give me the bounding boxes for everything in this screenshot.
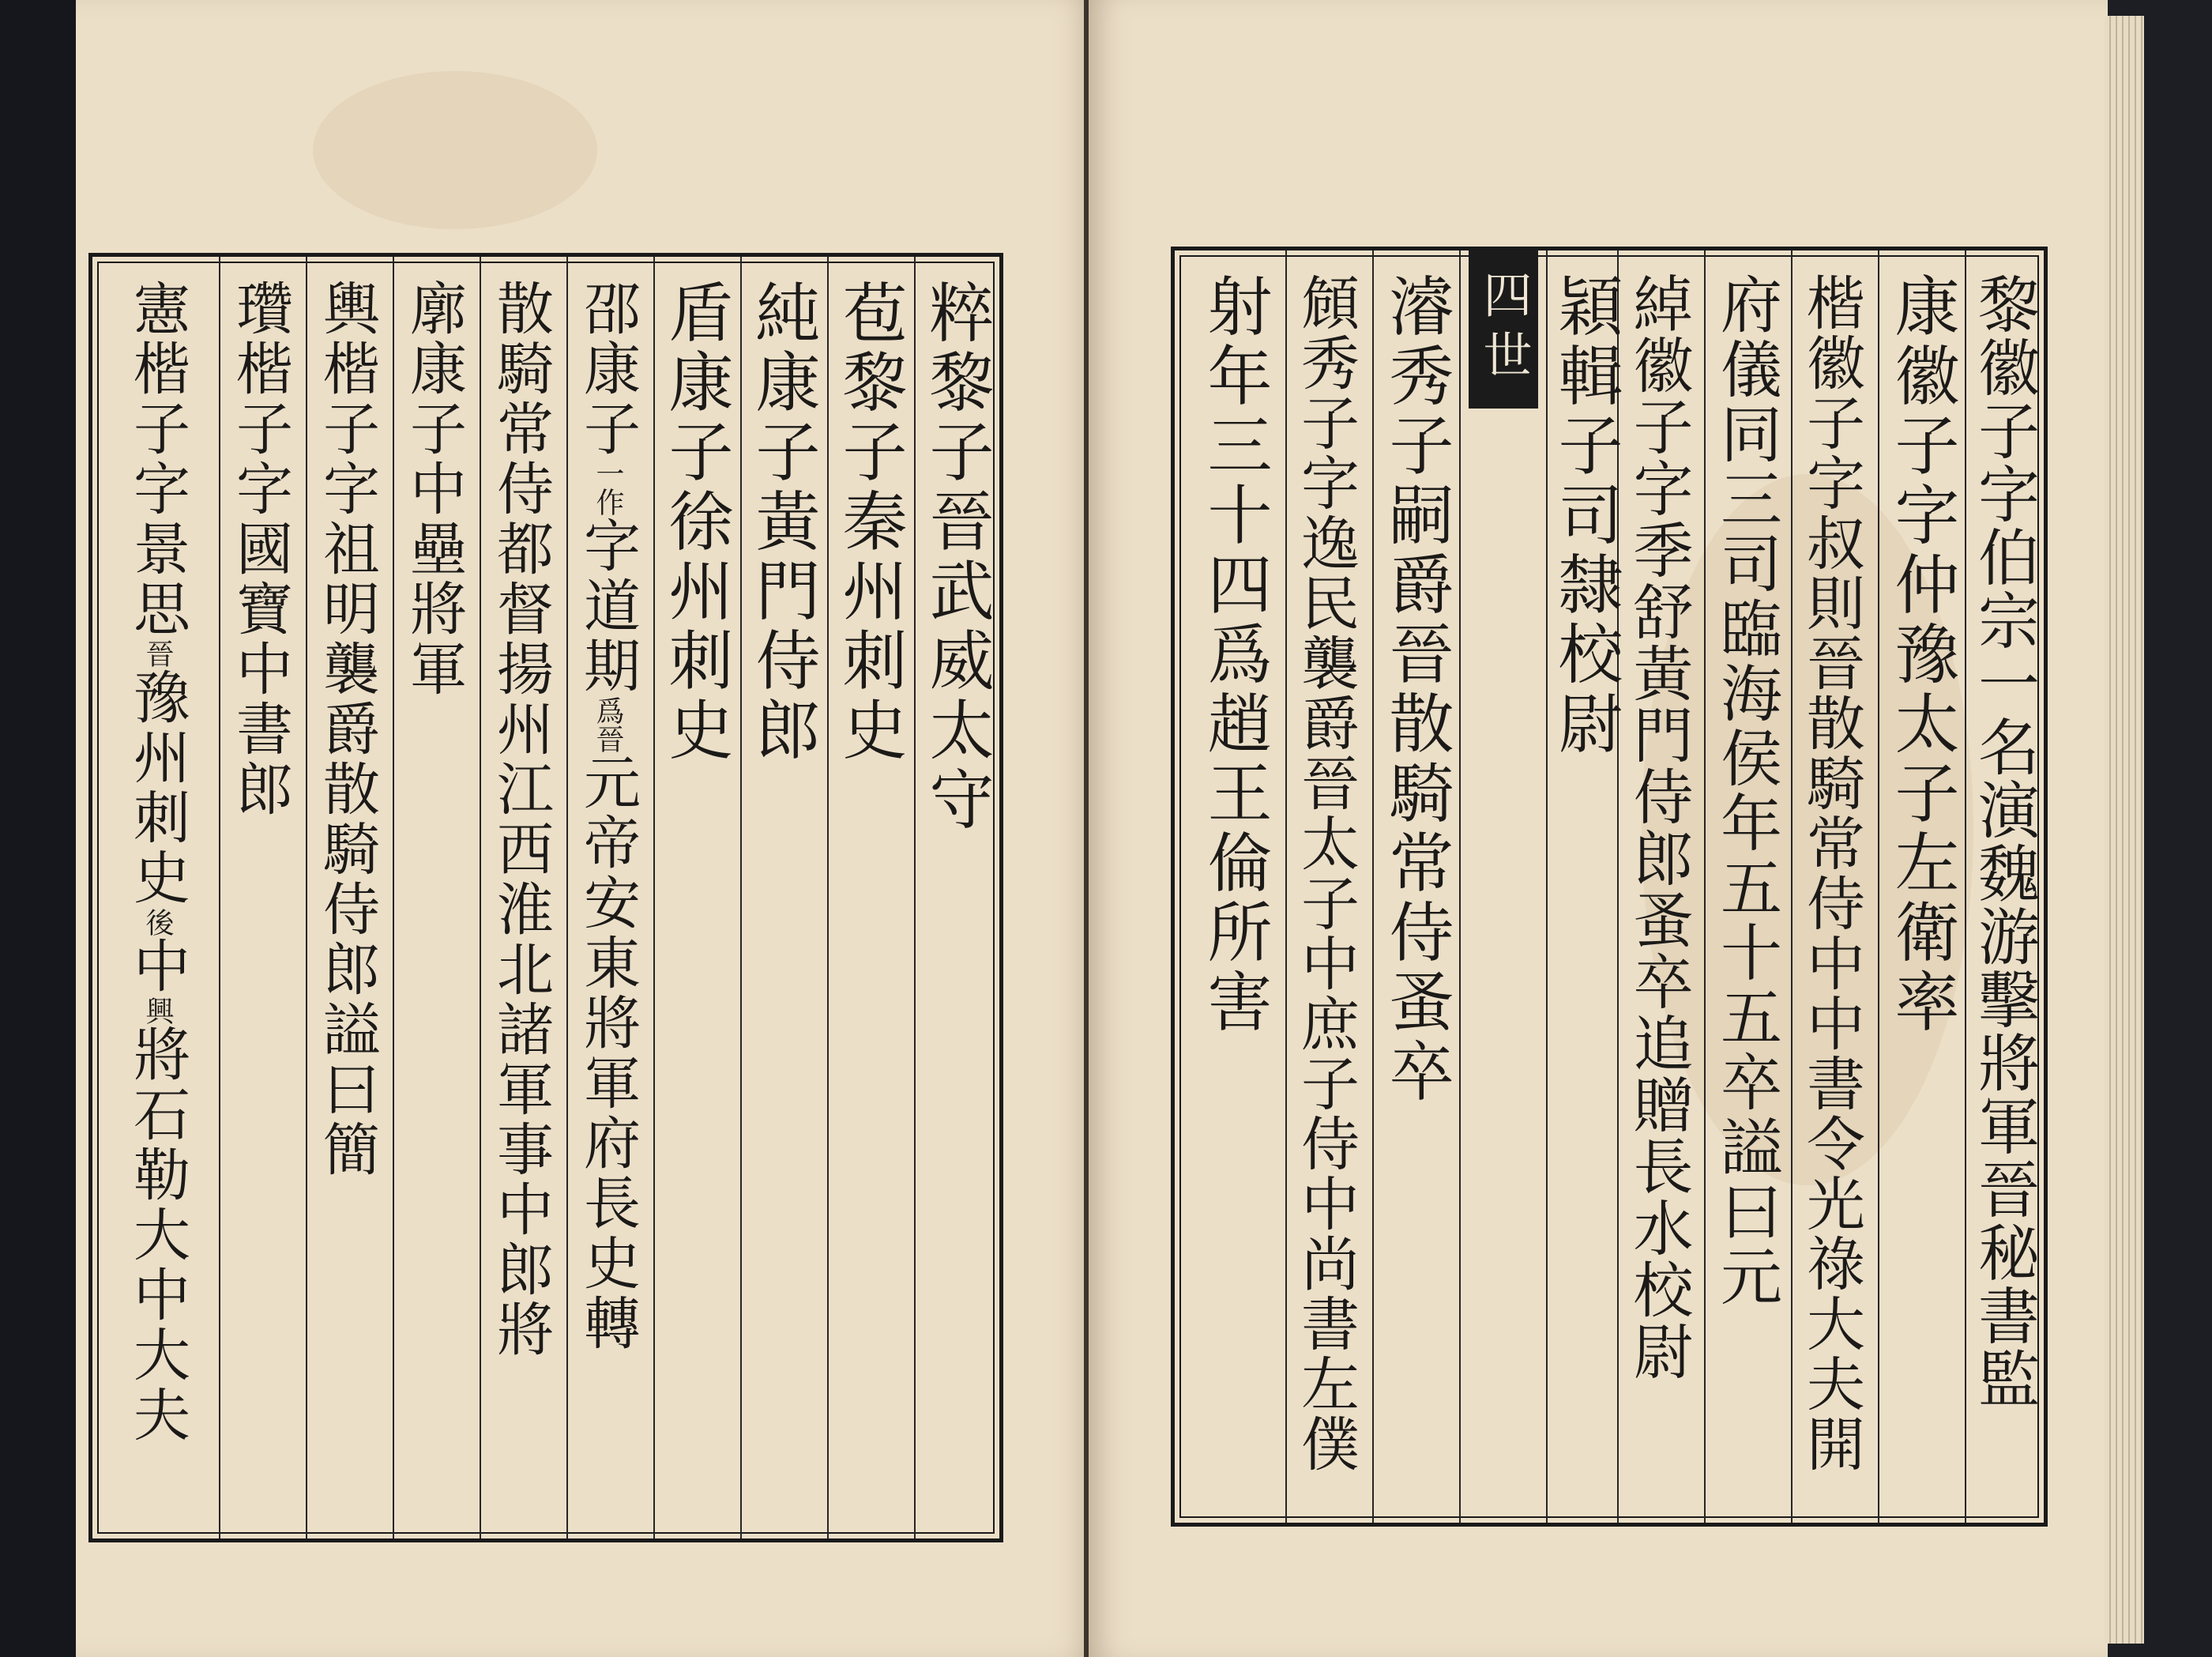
generation-label-badge: 四世 [1469,250,1538,409]
text-column-9 [219,257,306,1538]
text-column-3 [740,257,827,1538]
column-text: 苞黎子秦州刺史 [832,279,907,766]
text-column-2 [1878,250,1965,1523]
column-text: 穎輯子司隸校尉 [1548,273,1623,759]
column-text: 射年三十四爲趙王倫所害 [1197,273,1272,1038]
column-text: 康徽子字仲豫太子左衛率 [1884,273,1959,1038]
column-text: 楷徽子字叔則晉散騎常侍中中書令光祿大夫開 [1797,273,1865,1474]
text-column-10 [1183,250,1285,1523]
text-column-8 [1372,250,1459,1523]
text-column-1 [914,257,999,1538]
column-text: 盾康子徐州刺史 [658,279,733,766]
column-text: 綽徽子字季舒黃門侍郎蚤卒追贈長水校尉 [1623,273,1694,1382]
column-text: 濬秀子嗣爵晉散騎常侍蚤卒 [1379,273,1454,1107]
main-text: 邵康子 [574,279,641,459]
annotation: 爲晉 [592,696,624,753]
text-column-5 [566,257,653,1538]
column-text: 輿楷子字祖明襲爵散騎侍郎謚曰簡 [314,279,380,1180]
annotation: 一作 [592,459,624,516]
main-text: 字道期 [574,516,641,696]
main-text: 中 [124,936,190,996]
paper-stain [313,71,597,229]
text-column-7 [1459,250,1546,1523]
book-spine-shadow [0,0,76,1657]
column-text: 散騎常侍都督揚州江西淮北諸軍事中郎將 [487,279,554,1360]
left-page-frame [88,253,1003,1542]
column-text [574,279,641,1354]
main-text: 憲楷子字景思 [124,279,190,639]
text-column-2 [827,257,914,1538]
text-column-9 [1285,250,1372,1523]
column-text: 廓康子中壘將軍 [401,279,467,699]
text-column-4 [1704,250,1791,1523]
text-column-5 [1617,250,1704,1523]
column-text: 頠秀子字逸民襲爵晉太子中庶子侍中尚書左僕 [1292,273,1360,1474]
annotation: 興 [141,996,174,1025]
text-column-10 [100,257,219,1538]
text-column-7 [393,257,480,1538]
main-text: 元帝安東將軍府長史轉 [574,753,641,1354]
right-page-frame [1171,247,2048,1527]
main-text: 豫州刺史 [124,668,190,908]
text-column-6 [1546,250,1623,1523]
column-text: 純康子黃門侍郎 [745,279,820,766]
text-column-4 [653,257,740,1538]
column-text: 瓚楷子字國寶中書郎 [227,279,293,819]
page-edges [2105,16,2144,1644]
column-text [124,279,190,1445]
text-column-8 [306,257,393,1538]
main-text: 將石勒大中大夫 [124,1025,190,1445]
text-column-6 [480,257,566,1538]
column-text: 府儀同三司臨海侯年五十五卒謚曰元 [1710,273,1781,1309]
column-text: 黎徽子字伯宗一名演魏游擊將軍晉秘書監 [1968,273,2039,1410]
column-text: 粹黎子晉武威太守 [919,279,994,835]
annotation: 後 [141,908,174,936]
annotation: 晉 [141,639,174,668]
text-column-3 [1791,250,1878,1523]
text-column-1 [1965,250,2044,1523]
